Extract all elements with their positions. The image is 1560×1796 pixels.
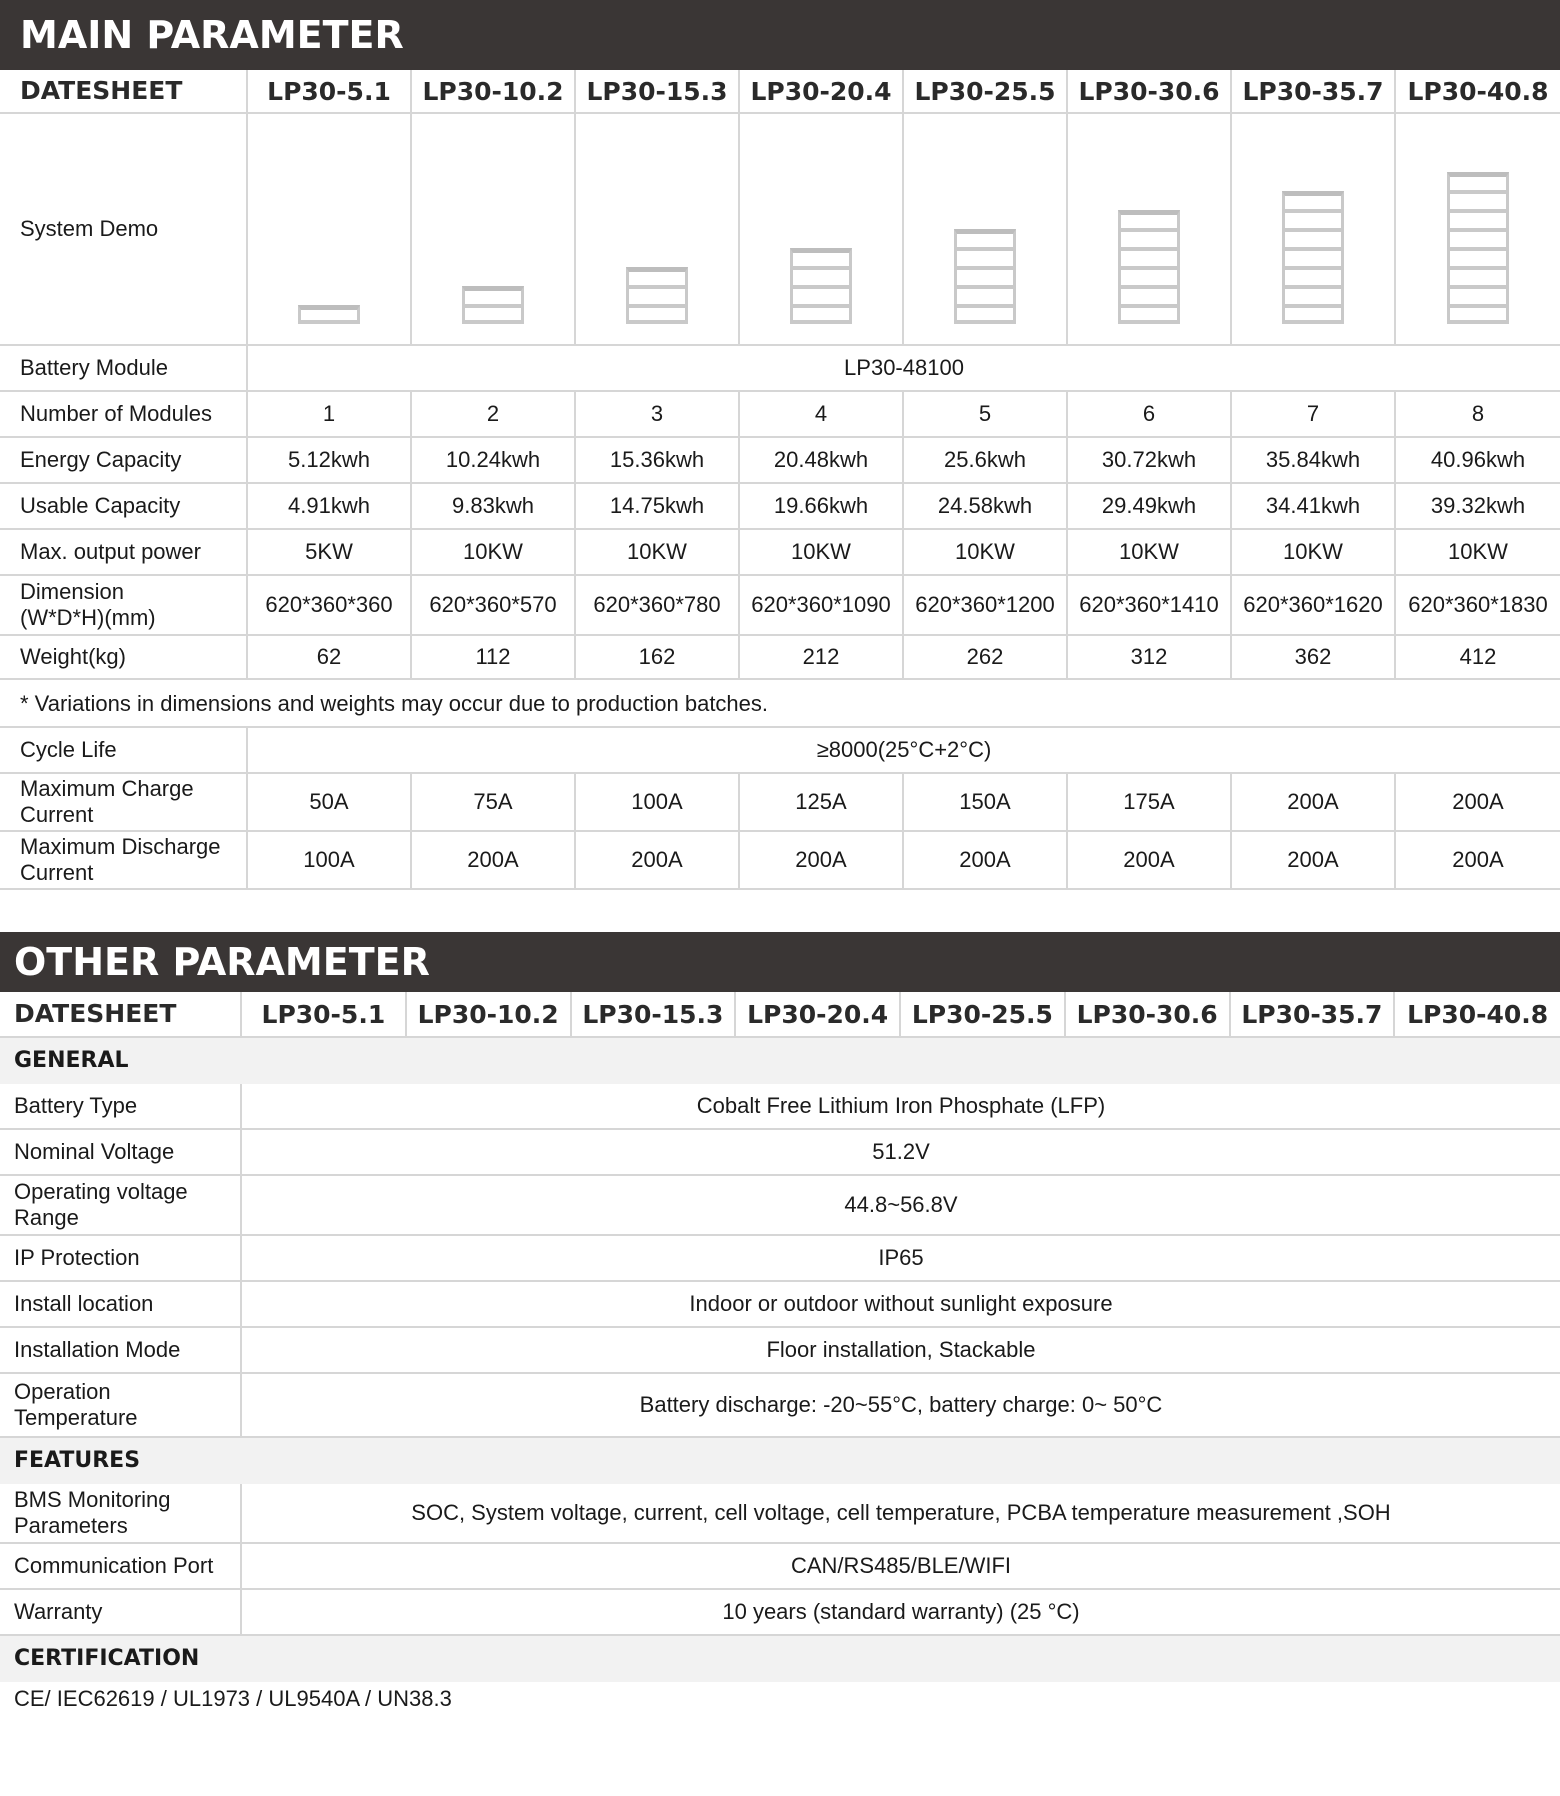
spec-label: Operating voltage Range <box>0 1176 242 1234</box>
spec-value: 2 <box>412 392 576 436</box>
spec-value: 10KW <box>1448 539 1508 564</box>
spec-label: Energy Capacity <box>0 438 248 482</box>
spec-value: 620*360*1410 <box>1068 576 1232 634</box>
battery-module-icon <box>1447 229 1509 248</box>
model-header: LP30-20.4 <box>736 992 901 1036</box>
spec-row <box>0 1282 1560 1328</box>
battery-stack-icon <box>626 267 688 324</box>
spec-value: 5.12kwh <box>248 438 412 482</box>
model-header: LP30-35.7 <box>1231 992 1396 1036</box>
spec-value: 200A <box>904 832 1068 888</box>
system-demo-cell <box>248 114 412 344</box>
spec-row <box>0 1236 1560 1282</box>
spec-row <box>0 1328 1560 1374</box>
battery-stack-icon <box>462 286 524 324</box>
spec-value: 620*360*360 <box>248 576 412 634</box>
spec-value: 362 <box>1232 636 1396 678</box>
spec-value: 150A <box>904 774 1068 830</box>
battery-module-icon <box>1118 286 1180 305</box>
battery-module-icon <box>462 286 524 305</box>
battery-module-icon <box>1447 286 1509 305</box>
model-header: LP30-25.5 <box>904 70 1068 112</box>
spec-value: 262 <box>904 636 1068 678</box>
spec-value: 75A <box>412 774 576 830</box>
spec-value: 620*360*570 <box>412 576 576 634</box>
model-header: LP30-40.8 <box>1407 76 1549 106</box>
spec-row <box>0 1484 1560 1544</box>
spec-value: 44.8~56.8V <box>844 1192 958 1217</box>
spec-value: 10.24kwh <box>412 438 576 482</box>
system-demo-cell <box>1068 114 1232 344</box>
model-header: LP30-35.7 <box>1232 70 1396 112</box>
battery-module-icon <box>1118 248 1180 267</box>
datesheet-header: DATESHEET <box>0 70 248 112</box>
spec-value: 200A <box>1452 789 1504 814</box>
spec-row <box>0 392 1560 438</box>
battery-module-icon <box>1447 248 1509 267</box>
model-header: LP30-15.3 <box>572 992 737 1036</box>
spec-value: 8 <box>1471 401 1485 426</box>
production-note: * Variations in dimensions and weights may occur due to production batches. <box>20 691 769 716</box>
spec-value: 20.48kwh <box>740 438 904 482</box>
spec-value: CAN/RS485/BLE/WIFI <box>790 1553 1012 1578</box>
spec-value: 4.91kwh <box>248 484 412 528</box>
spec-row <box>0 530 1560 576</box>
system-demo-cell <box>576 114 740 344</box>
battery-module-icon <box>1282 286 1344 305</box>
spec-value: 6 <box>1068 392 1232 436</box>
spec-value: 112 <box>412 636 576 678</box>
spec-label: Number of Modules <box>0 392 248 436</box>
spec-row <box>0 1084 1560 1130</box>
spec-value: Cobalt Free Lithium Iron Phosphate (LFP) <box>696 1093 1106 1118</box>
spec-value: 19.66kwh <box>740 484 904 528</box>
spec-value: Battery discharge: -20~55°C, battery charge: 0~ 50°C <box>639 1392 1163 1417</box>
certification-list: CE/ IEC62619 / UL1973 / UL9540A / UN38.3 <box>14 1686 452 1711</box>
features-title: FEATURES <box>14 1448 141 1473</box>
battery-module-icon <box>1282 229 1344 248</box>
battery-module-icon <box>1447 191 1509 210</box>
spec-value: 10KW <box>412 530 576 574</box>
system-demo-cell <box>1396 114 1560 344</box>
spec-label: Weight(kg) <box>0 636 248 678</box>
battery-module-label: Battery Module <box>0 346 248 390</box>
spec-label: Max. output power <box>0 530 248 574</box>
spec-value: 62 <box>248 636 412 678</box>
spec-label: Usable Capacity <box>0 484 248 528</box>
system-demo-cell <box>1232 114 1396 344</box>
spec-label: Battery Type <box>0 1084 242 1128</box>
main-header-row <box>0 70 1560 114</box>
spec-label: BMS Monitoring Parameters <box>0 1484 242 1542</box>
spec-row <box>0 1374 1560 1438</box>
model-header: LP30-30.6 <box>1066 992 1231 1036</box>
spec-label: Maximum Discharge Current <box>0 832 248 888</box>
general-title: GENERAL <box>14 1048 129 1073</box>
spec-label: Maximum Charge Current <box>0 774 248 830</box>
spec-value: 15.36kwh <box>576 438 740 482</box>
battery-stack-icon <box>1118 210 1180 324</box>
spec-value: 200A <box>1068 832 1232 888</box>
spec-value: 3 <box>576 392 740 436</box>
battery-module-icon <box>1118 210 1180 229</box>
battery-module-icon <box>1282 248 1344 267</box>
spec-row <box>0 1590 1560 1636</box>
spec-value: SOC, System voltage, current, cell voltage, cell temperature, PCBA temperature measurement ,SOH <box>411 1500 1391 1525</box>
battery-module-icon <box>298 305 360 324</box>
spec-value: 51.2V <box>872 1139 930 1164</box>
spec-value: 212 <box>740 636 904 678</box>
certification-title: CERTIFICATION <box>14 1646 200 1671</box>
spec-value: 50A <box>248 774 412 830</box>
other-parameter-title: OTHER PARAMETER <box>0 932 1560 992</box>
spec-value: 200A <box>1452 847 1504 872</box>
spec-label: Nominal Voltage <box>0 1130 242 1174</box>
battery-module-icon <box>1447 210 1509 229</box>
battery-stack-icon <box>790 248 852 324</box>
spec-value: 5KW <box>248 530 412 574</box>
battery-module-icon <box>790 305 852 324</box>
battery-module-row <box>0 346 1560 392</box>
system-demo-cell <box>740 114 904 344</box>
spec-value: 29.49kwh <box>1068 484 1232 528</box>
spec-value: 312 <box>1068 636 1232 678</box>
spec-value: 34.41kwh <box>1232 484 1396 528</box>
other-datesheet-header: DATESHEET <box>0 992 242 1036</box>
spec-value: 10KW <box>1068 530 1232 574</box>
spec-value: 40.96kwh <box>1430 447 1526 472</box>
spec-value: 200A <box>1232 774 1396 830</box>
spec-value: Floor installation, Stackable <box>766 1337 1036 1362</box>
spec-row <box>0 484 1560 530</box>
spec-value: 7 <box>1232 392 1396 436</box>
spec-value: 5 <box>904 392 1068 436</box>
spec-value: 10KW <box>1232 530 1396 574</box>
spec-row <box>0 1130 1560 1176</box>
battery-module-icon <box>1447 267 1509 286</box>
system-demo-label: System Demo <box>0 114 248 344</box>
system-demo-cell <box>412 114 576 344</box>
battery-module-icon <box>954 248 1016 267</box>
spec-value: IP65 <box>878 1245 924 1270</box>
battery-module-icon <box>954 286 1016 305</box>
spec-value: Indoor or outdoor without sunlight exposure <box>689 1291 1113 1316</box>
battery-module-value: LP30-48100 <box>844 355 964 380</box>
spec-row <box>0 832 1560 890</box>
battery-module-icon <box>1282 210 1344 229</box>
battery-module-icon <box>790 286 852 305</box>
model-header: LP30-40.8 <box>1407 999 1549 1029</box>
spec-value: 10KW <box>904 530 1068 574</box>
battery-module-icon <box>1118 229 1180 248</box>
system-demo-row <box>0 114 1560 346</box>
spec-value: 200A <box>1232 832 1396 888</box>
spec-value: 620*360*1830 <box>1408 592 1548 617</box>
battery-module-icon <box>1282 305 1344 324</box>
battery-module-icon <box>1282 191 1344 210</box>
other-header-row <box>0 992 1560 1038</box>
system-demo-cell <box>904 114 1068 344</box>
spec-label: Dimension (W*D*H)(mm) <box>0 576 248 634</box>
model-header: LP30-25.5 <box>901 992 1066 1036</box>
spec-value: 100A <box>248 832 412 888</box>
battery-module-icon <box>954 305 1016 324</box>
spec-value: 10KW <box>740 530 904 574</box>
spec-value: 200A <box>412 832 576 888</box>
battery-stack-icon <box>1282 191 1344 324</box>
battery-stack-icon <box>1447 172 1509 324</box>
cycle-life-row <box>0 728 1560 774</box>
battery-stack-icon <box>954 229 1016 324</box>
spec-value: 10KW <box>576 530 740 574</box>
spec-value: 25.6kwh <box>904 438 1068 482</box>
battery-module-icon <box>462 305 524 324</box>
spec-label: IP Protection <box>0 1236 242 1280</box>
spec-row <box>0 774 1560 832</box>
spec-value: 175A <box>1068 774 1232 830</box>
spec-label: Operation Temperature <box>0 1374 242 1436</box>
spec-value: 35.84kwh <box>1232 438 1396 482</box>
spec-value: 10 years (standard warranty) (25 °C) <box>722 1599 1080 1624</box>
battery-module-icon <box>790 267 852 286</box>
battery-module-icon <box>1447 305 1509 324</box>
spec-row <box>0 1176 1560 1236</box>
battery-module-icon <box>626 305 688 324</box>
battery-module-icon <box>790 248 852 267</box>
spec-value: 39.32kwh <box>1430 493 1526 518</box>
spec-value: 620*360*1200 <box>904 576 1068 634</box>
spec-value: 125A <box>740 774 904 830</box>
battery-module-icon <box>1282 267 1344 286</box>
general-group <box>0 1038 1560 1084</box>
battery-module-icon <box>954 229 1016 248</box>
spec-value: 162 <box>576 636 740 678</box>
spec-value: 412 <box>1459 644 1497 669</box>
battery-module-icon <box>1118 267 1180 286</box>
spec-value: 620*360*1090 <box>740 576 904 634</box>
spec-label: Install location <box>0 1282 242 1326</box>
features-group <box>0 1438 1560 1484</box>
model-header: LP30-20.4 <box>740 70 904 112</box>
battery-module-icon <box>1447 172 1509 191</box>
spec-row <box>0 1544 1560 1590</box>
spec-value: 620*360*780 <box>576 576 740 634</box>
note-row <box>0 682 1560 728</box>
model-header: LP30-5.1 <box>242 992 407 1036</box>
spec-label: Warranty <box>0 1590 242 1634</box>
battery-module-icon <box>626 267 688 286</box>
certification-group <box>0 1636 1560 1682</box>
cycle-life-value: ≥8000(25°C+2°C) <box>816 737 992 762</box>
spec-value: 100A <box>576 774 740 830</box>
battery-module-icon <box>1118 305 1180 324</box>
spec-label: Communication Port <box>0 1544 242 1588</box>
spec-value: 200A <box>740 832 904 888</box>
spec-value: 1 <box>248 392 412 436</box>
spec-value: 4 <box>740 392 904 436</box>
spec-row <box>0 438 1560 484</box>
spec-value: 620*360*1620 <box>1232 576 1396 634</box>
battery-stack-icon <box>298 305 360 324</box>
spec-row <box>0 636 1560 680</box>
battery-module-icon <box>954 267 1016 286</box>
spec-value: 30.72kwh <box>1068 438 1232 482</box>
model-header: LP30-10.2 <box>407 992 572 1036</box>
spec-value: 200A <box>576 832 740 888</box>
model-header: LP30-15.3 <box>576 70 740 112</box>
model-header: LP30-10.2 <box>412 70 576 112</box>
main-parameter-title: MAIN PARAMETER <box>0 0 1560 70</box>
spec-row <box>0 576 1560 636</box>
battery-module-icon <box>626 286 688 305</box>
spec-value: 9.83kwh <box>412 484 576 528</box>
spec-label: Installation Mode <box>0 1328 242 1372</box>
cycle-life-label: Cycle Life <box>0 728 248 772</box>
spec-value: 24.58kwh <box>904 484 1068 528</box>
spec-value: 14.75kwh <box>576 484 740 528</box>
model-header: LP30-5.1 <box>248 70 412 112</box>
model-header: LP30-30.6 <box>1068 70 1232 112</box>
